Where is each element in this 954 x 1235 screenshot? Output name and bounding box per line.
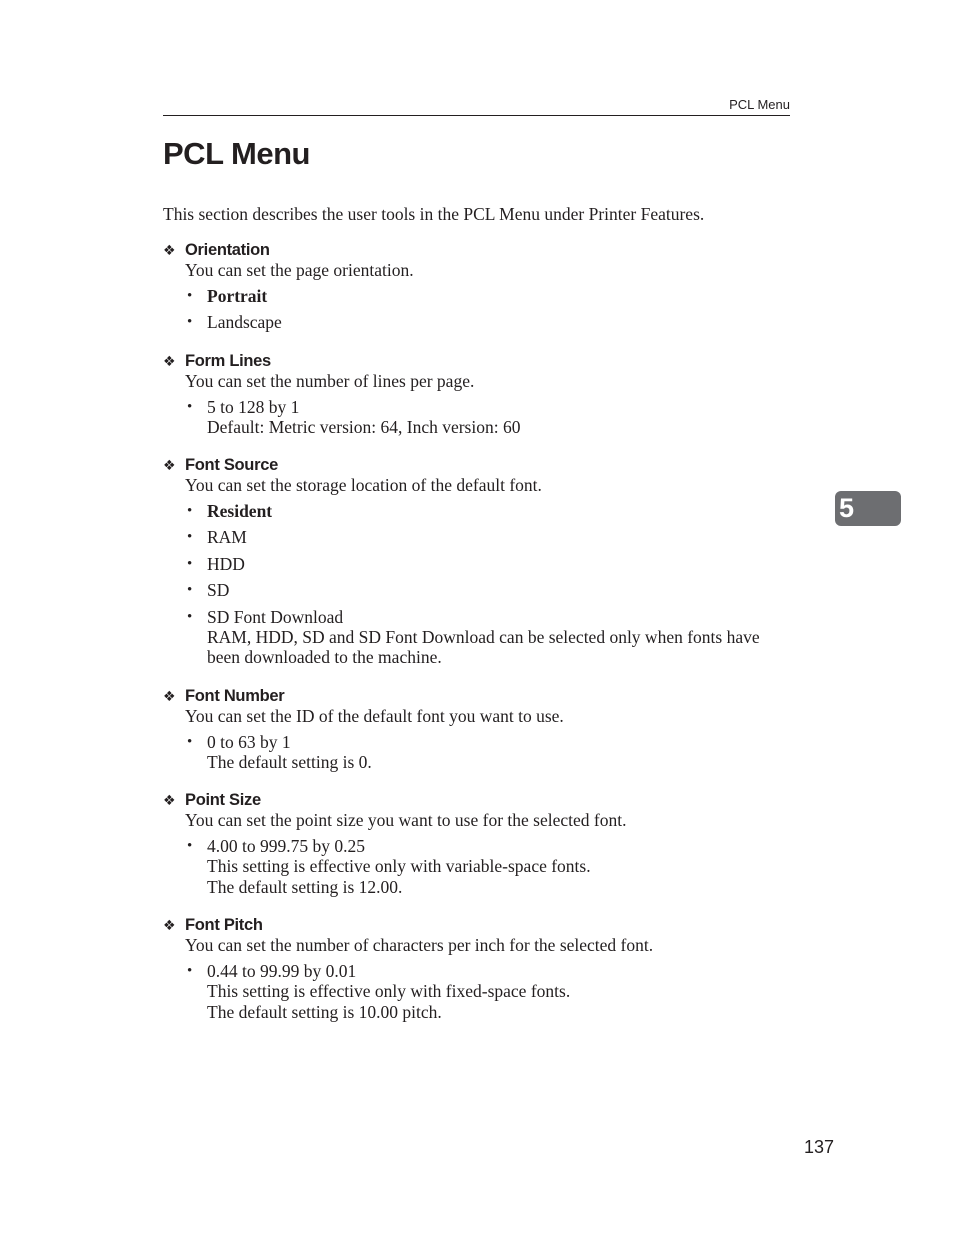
option-item bbox=[185, 732, 793, 773]
section-heading bbox=[163, 686, 793, 706]
section-font-number bbox=[163, 686, 793, 779]
option-value: 0.44 to 99.99 by 0.01 bbox=[207, 961, 357, 981]
diamond-bullet-icon: ❖ bbox=[163, 916, 176, 933]
section-orientation bbox=[163, 240, 793, 339]
option-value-default: Resident bbox=[207, 501, 273, 521]
bullet-icon: • bbox=[187, 314, 193, 331]
page-title: PCL Menu bbox=[163, 136, 310, 171]
option-list bbox=[185, 732, 793, 773]
option-item bbox=[185, 286, 793, 306]
section-heading-text: Font Pitch bbox=[185, 915, 263, 934]
page-number: 137 bbox=[803, 1137, 834, 1157]
option-item bbox=[185, 527, 793, 547]
option-list bbox=[185, 836, 793, 897]
section-heading-text: Font Number bbox=[185, 686, 285, 705]
diamond-bullet-icon: ❖ bbox=[163, 791, 176, 808]
section-description: You can set the ID of the default font you want to use. bbox=[185, 706, 564, 726]
section-heading bbox=[163, 455, 793, 475]
option-item bbox=[185, 554, 793, 574]
option-list bbox=[185, 961, 793, 1022]
option-item bbox=[185, 312, 793, 332]
option-note: The default setting is 12.00. bbox=[207, 876, 403, 897]
option-value: Landscape bbox=[207, 312, 282, 333]
diamond-bullet-icon: ❖ bbox=[163, 352, 176, 369]
section-description: You can set the storage location of the default font. bbox=[185, 475, 542, 495]
option-note: The default setting is 10.00 pitch. bbox=[207, 1001, 442, 1022]
option-item bbox=[185, 836, 793, 897]
option-item bbox=[185, 961, 793, 1022]
option-value: 4.00 to 999.75 by 0.25 bbox=[207, 836, 365, 856]
option-note: Default: Metric version: 64, Inch version: 60 bbox=[207, 417, 521, 438]
option-value: 5 to 128 by 1 bbox=[207, 397, 300, 417]
bullet-icon: • bbox=[187, 608, 193, 625]
bullet-icon: • bbox=[187, 399, 193, 415]
option-note: This setting is effective only with variable-space fonts. bbox=[207, 856, 591, 877]
section-heading bbox=[163, 351, 793, 371]
option-note: This setting is effective only with fixed-space fonts. bbox=[207, 981, 571, 1002]
intro-paragraph: This section describes the user tools in the PCL Menu under Printer Features. bbox=[163, 204, 705, 224]
section-form-lines bbox=[163, 351, 793, 444]
bullet-icon: • bbox=[187, 503, 193, 519]
option-value: 0 to 63 by 1 bbox=[207, 732, 291, 752]
option-list bbox=[185, 286, 793, 333]
option-item bbox=[185, 501, 793, 521]
section-description: You can set the number of lines per page. bbox=[185, 371, 475, 391]
chapter-tab bbox=[835, 491, 901, 526]
option-item bbox=[185, 397, 793, 438]
bullet-icon: • bbox=[187, 288, 193, 304]
section-heading bbox=[163, 790, 793, 810]
section-heading-text: Point Size bbox=[185, 790, 261, 809]
option-value: HDD bbox=[207, 553, 245, 574]
section-heading-text: Orientation bbox=[185, 240, 270, 259]
option-value: SD bbox=[207, 580, 230, 601]
bullet-icon: • bbox=[187, 555, 193, 572]
option-value: SD Font Download bbox=[207, 606, 344, 627]
option-note: The default setting is 0. bbox=[207, 752, 372, 773]
option-item bbox=[185, 607, 793, 668]
diamond-bullet-icon: ❖ bbox=[163, 687, 176, 704]
section-description: You can set the number of characters per inch for the selected font. bbox=[185, 935, 654, 955]
diamond-bullet-icon: ❖ bbox=[163, 456, 176, 473]
section-heading bbox=[163, 915, 793, 935]
option-item bbox=[185, 580, 793, 600]
chapter-number: 5 bbox=[839, 493, 855, 523]
option-list bbox=[185, 501, 793, 668]
bullet-icon: • bbox=[187, 734, 193, 750]
bullet-icon: • bbox=[187, 838, 193, 854]
option-value-default: Portrait bbox=[207, 286, 268, 306]
running-header-title: PCL Menu bbox=[729, 97, 790, 112]
section-heading-text: Font Source bbox=[185, 455, 278, 474]
section-font-pitch bbox=[163, 915, 793, 1028]
section-heading-text: Form Lines bbox=[185, 351, 271, 370]
diamond-bullet-icon: ❖ bbox=[163, 241, 176, 258]
bullet-icon: • bbox=[187, 963, 193, 979]
option-list bbox=[185, 397, 793, 438]
option-note: RAM, HDD, SD and SD Font Download can be selected only when fonts have been downloaded to the machine. bbox=[207, 627, 760, 668]
section-heading bbox=[163, 240, 793, 260]
option-value: RAM bbox=[207, 527, 247, 548]
section-description: You can set the page orientation. bbox=[185, 260, 414, 280]
running-header bbox=[163, 96, 790, 116]
section-description: You can set the point size you want to use for the selected font. bbox=[185, 810, 627, 830]
section-font-source bbox=[163, 455, 793, 674]
bullet-icon: • bbox=[187, 582, 193, 599]
bullet-icon: • bbox=[187, 529, 193, 546]
section-point-size bbox=[163, 790, 793, 903]
